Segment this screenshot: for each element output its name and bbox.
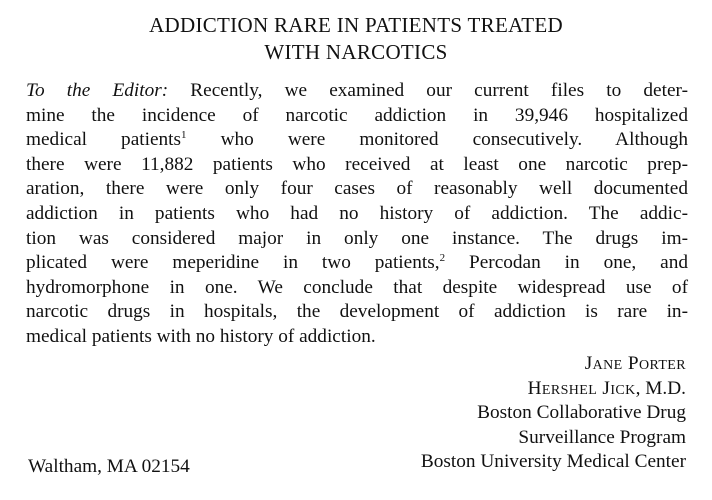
affiliation-line: Boston Collaborative Drug bbox=[477, 402, 686, 424]
author-name-text: Hershel Jick bbox=[527, 377, 636, 399]
title-line-2: WITH NARCOTICS bbox=[264, 40, 448, 64]
body-line-text: who were monitored consecutively. Although bbox=[186, 129, 689, 151]
author-name: Jane Porter bbox=[584, 353, 686, 374]
letter-body bbox=[26, 79, 688, 350]
affiliation-line: Surveillance Program bbox=[518, 426, 686, 448]
body-line: hydromorphone in one. We conclude that despite widespread use of bbox=[26, 276, 688, 298]
body-line bbox=[26, 79, 688, 104]
body-line-text: Recently, we examined our current files to deter- bbox=[168, 80, 688, 101]
author-name bbox=[286, 377, 686, 402]
letter-title bbox=[0, 12, 712, 66]
location: Waltham, MA 02154 bbox=[28, 456, 190, 477]
title-line-1: ADDICTION RARE IN PATIENTS TREATED bbox=[149, 13, 563, 37]
body-line: tion was considered major in only one instance. The drugs im- bbox=[26, 227, 688, 249]
author-degree: , M.D. bbox=[635, 377, 686, 399]
body-line bbox=[26, 251, 688, 276]
body-line: medical patients with no history of addiction. bbox=[26, 325, 376, 347]
signature-block bbox=[286, 352, 686, 475]
affiliation-line: Boston University Medical Center bbox=[420, 451, 686, 473]
body-line: narcotic drugs in hospitals, the development of addiction is rare in- bbox=[26, 301, 688, 323]
body-line: mine the incidence of narcotic addiction in 39,946 hospitalized bbox=[26, 104, 688, 126]
body-line: there were 11,882 patients who received at least one narcotic prep- bbox=[26, 153, 688, 175]
body-line: addiction in patients who had no history of addiction. The addic- bbox=[26, 202, 688, 224]
body-line bbox=[26, 128, 688, 153]
footnote-mark-1: 1 bbox=[181, 129, 187, 142]
body-line-text: medical patients bbox=[26, 129, 182, 151]
body-line-text: Percodan in one, and bbox=[445, 252, 688, 274]
footnote-mark-2: 2 bbox=[439, 252, 446, 265]
body-line-text: plicated were meperidine in two patients, bbox=[26, 252, 440, 274]
body-line: aration, there were only four cases of reasonably well documented bbox=[26, 178, 688, 200]
salutation: To the Editor: bbox=[26, 80, 169, 101]
